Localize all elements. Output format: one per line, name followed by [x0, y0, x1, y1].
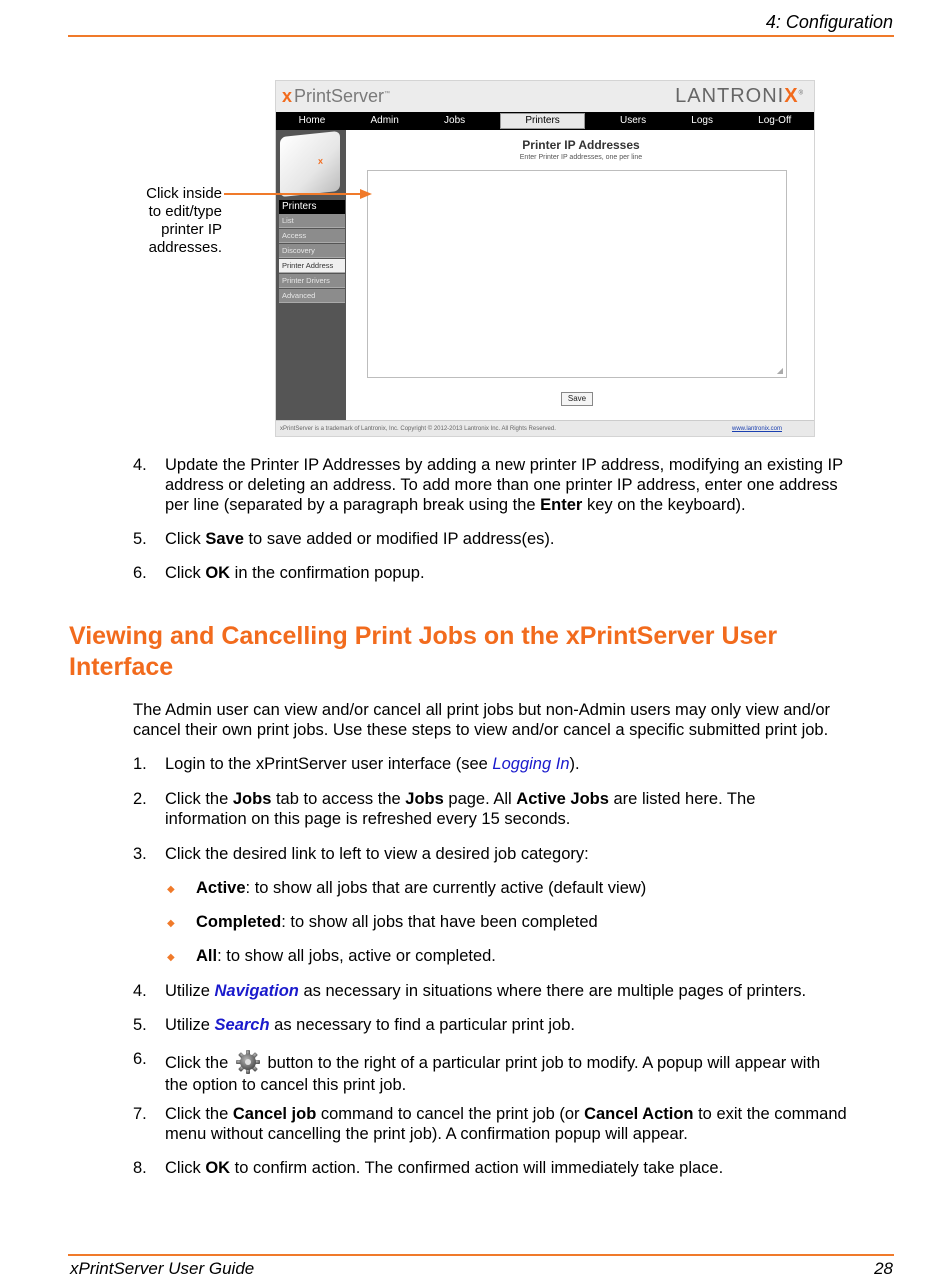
callout-line-3: printer IP [161, 221, 222, 238]
jobs-step-1 [165, 754, 895, 774]
step-number: 1. [133, 755, 147, 773]
bullet-active-text: : to show all jobs that are currently active (default view) [245, 879, 647, 897]
nav-logoff[interactable]: Log-Off [758, 115, 792, 126]
s2-post: are listed here. The [608, 790, 756, 808]
jobs-term: Jobs [405, 790, 444, 808]
step-5-pre: Click [165, 530, 206, 548]
jobs-step-2-line-1 [165, 789, 895, 809]
callout-arrow-icon [222, 185, 372, 205]
page-number: 28 [874, 1259, 893, 1278]
ok-term: OK [205, 564, 231, 582]
step-6-text [165, 563, 895, 583]
ok-term: OK [205, 1159, 231, 1177]
jobs-step-1-post: ). [569, 755, 580, 773]
sidebar-item-list[interactable]: List [279, 214, 345, 228]
jobs-step-2 [165, 789, 895, 829]
sidebar-item-advanced[interactable]: Advanced [279, 289, 345, 303]
active-term: Active [196, 879, 246, 897]
intro-line-2: cancel their own print jobs. Use these steps to view and/or cancel a specific submitted print job. [133, 721, 829, 739]
screenshot-sidebar [276, 130, 346, 420]
app-logo-name [294, 86, 390, 107]
jobs-step-7 [165, 1104, 895, 1144]
s6-pre: Click the [165, 1054, 233, 1072]
brand-text: LANTRONI [675, 85, 785, 107]
jobs-step-8 [165, 1158, 895, 1178]
registered-mark: ® [798, 90, 804, 97]
s7-pre: Click the [165, 1105, 233, 1123]
s8-pre: Click [165, 1159, 206, 1177]
footer-guide-title: xPrintServer User Guide [70, 1259, 255, 1278]
s4-pre: Utilize [165, 982, 215, 1000]
xprintserver-screenshot [275, 80, 815, 437]
completed-term: Completed [196, 913, 282, 931]
s8-post: to confirm action. The confirmed action will immediately take place. [230, 1159, 724, 1177]
jobs-step-1-pre: Login to the xPrintServer user interface (see [165, 755, 493, 773]
footer-copyright: xPrintServer is a trademark of Lantronix, Inc. Copyright © 2012-2013 Lantronix Inc. All Rights Reserved. [280, 426, 556, 432]
footer-website-link[interactable]: www.lantronix.com [731, 426, 782, 432]
step-number: 6. [133, 564, 147, 582]
sidebar-item-printer-address[interactable]: Printer Address [279, 259, 345, 273]
step-number: 5. [133, 1016, 147, 1034]
step-4-text [165, 455, 895, 515]
step-6-post: in the confirmation popup. [230, 564, 425, 582]
bullet-all-text: : to show all jobs, active or completed. [217, 947, 496, 965]
step-5-post: to save added or modified IP address(es). [243, 530, 555, 548]
footer-rule [68, 1254, 894, 1256]
s6-post: button to the right of a particular print job to modify. A popup will appear with [262, 1054, 821, 1072]
jobs-step-6 [165, 1049, 895, 1095]
step-number: 3. [133, 845, 147, 863]
screenshot-footer [276, 420, 814, 437]
nav-users[interactable]: Users [619, 115, 647, 126]
s7-post: to exit the command [693, 1105, 847, 1123]
jobs-step-7-line-1 [165, 1104, 895, 1124]
printer-ip-page-subtitle: Enter Printer IP addresses, one per line [519, 154, 643, 161]
s7-mid: command to cancel the print job (or [316, 1105, 585, 1123]
bullet-diamond-icon: ◆ [167, 918, 175, 929]
navigation-link[interactable]: Navigation [214, 982, 299, 1000]
screenshot-nav-bar [276, 112, 814, 130]
intro-line-1: The Admin user can view and/or cancel all print jobs but non-Admin users may only view and/or [133, 701, 831, 719]
bullet-active [196, 878, 896, 898]
save-button[interactable]: Save [561, 392, 593, 406]
screenshot-header [276, 81, 814, 112]
gear-icon [235, 1049, 261, 1075]
step-5-text [165, 529, 895, 549]
device-logo-mark: x [318, 155, 324, 167]
sidebar-title: Printers [279, 200, 345, 214]
jobs-step-3: Click the desired link to left to view a desired job category: [165, 845, 589, 863]
step-number: 7. [133, 1105, 147, 1123]
nav-home[interactable]: Home [298, 115, 326, 126]
jobs-step-4 [165, 981, 895, 1001]
section-intro [133, 700, 893, 740]
step-number: 4. [133, 982, 147, 1000]
jobs-step-6-line-1 [165, 1049, 895, 1075]
jobs-step-2-line-2: information on this page is refreshed every 15 seconds. [165, 810, 571, 828]
callout-line-4: addresses. [148, 239, 222, 256]
save-term: Save [205, 530, 244, 548]
s4-post: as necessary in situations where there are multiple pages of printers. [298, 982, 807, 1000]
bullet-diamond-icon: ◆ [167, 884, 175, 895]
printer-ip-page-title: Printer IP Addresses [522, 138, 640, 152]
header-rule [68, 35, 894, 37]
s2-pre: Click the [165, 790, 233, 808]
s2-mid1: tab to access the [271, 790, 406, 808]
jobs-term: Jobs [232, 790, 272, 808]
nav-printers[interactable]: Printers [500, 113, 584, 129]
bullet-diamond-icon: ◆ [167, 952, 175, 963]
all-term: All [196, 947, 218, 965]
step-number: 2. [133, 790, 147, 808]
bullet-completed-text: : to show all jobs that have been completed [281, 913, 598, 931]
s5-pre: Utilize [165, 1016, 215, 1034]
sidebar-item-printer-drivers[interactable]: Printer Drivers [279, 274, 345, 288]
section-heading-line-2: Interface [69, 653, 174, 681]
search-link[interactable]: Search [214, 1016, 270, 1034]
app-logo-prefix: x [282, 86, 293, 106]
step-number: 8. [133, 1159, 147, 1177]
lantronix-logo [675, 85, 804, 108]
step-number: 5. [133, 530, 147, 548]
callout-text [100, 185, 222, 257]
step-4-line-3 [165, 495, 895, 515]
step-4-line-2: address or deleting an address. To add more than one printer IP address, enter one address [165, 476, 838, 494]
callout-line-1: Click inside [146, 185, 222, 202]
bullet-completed [196, 912, 896, 932]
section-heading [69, 621, 869, 683]
jobs-step-6-line-2: the option to cancel this print job. [165, 1076, 407, 1094]
sidebar-item-access[interactable]: Access [279, 229, 345, 243]
step-number: 4. [133, 456, 147, 474]
cancel-action-term: Cancel Action [584, 1105, 694, 1123]
nav-admin[interactable]: Admin [370, 115, 399, 126]
step-6-pre: Click [165, 564, 206, 582]
active-jobs-term: Active Jobs [516, 790, 609, 808]
brand-x: X [784, 85, 799, 107]
step-4-line-3-post: key on the keyboard). [582, 496, 746, 514]
cancel-job-term: Cancel job [232, 1105, 317, 1123]
printer-ip-textarea[interactable] [367, 170, 787, 378]
logging-in-link[interactable]: Logging In [492, 755, 570, 773]
step-4-line-3-pre: per line (separated by a paragraph break using the [165, 496, 541, 514]
sidebar-item-discovery[interactable]: Discovery [279, 244, 345, 258]
section-heading-line-1: Viewing and Cancelling Print Jobs on the xPrintServer User [69, 622, 778, 650]
app-logo-text: PrintServer [294, 86, 385, 106]
step-4-line-1: Update the Printer IP Addresses by adding a new printer IP address, modifying an existing IP [165, 456, 844, 474]
resize-grip-icon[interactable]: ◢ [776, 366, 783, 375]
nav-logs[interactable]: Logs [691, 115, 713, 126]
callout-line-2: to edit/type [148, 203, 222, 220]
bullet-all [196, 946, 896, 966]
jobs-step-5 [165, 1015, 895, 1035]
nav-jobs[interactable]: Jobs [444, 115, 466, 126]
trademark-mark: ™ [384, 91, 391, 97]
s5-post: as necessary to find a particular print job. [269, 1016, 575, 1034]
jobs-step-7-line-2: menu without cancelling the print job). A confirmation popup will appear. [165, 1125, 688, 1143]
s2-mid2: page. All [443, 790, 517, 808]
step-number: 6. [133, 1050, 147, 1068]
chapter-header: 4: Configuration [765, 12, 893, 32]
enter-key-term: Enter [540, 496, 583, 514]
